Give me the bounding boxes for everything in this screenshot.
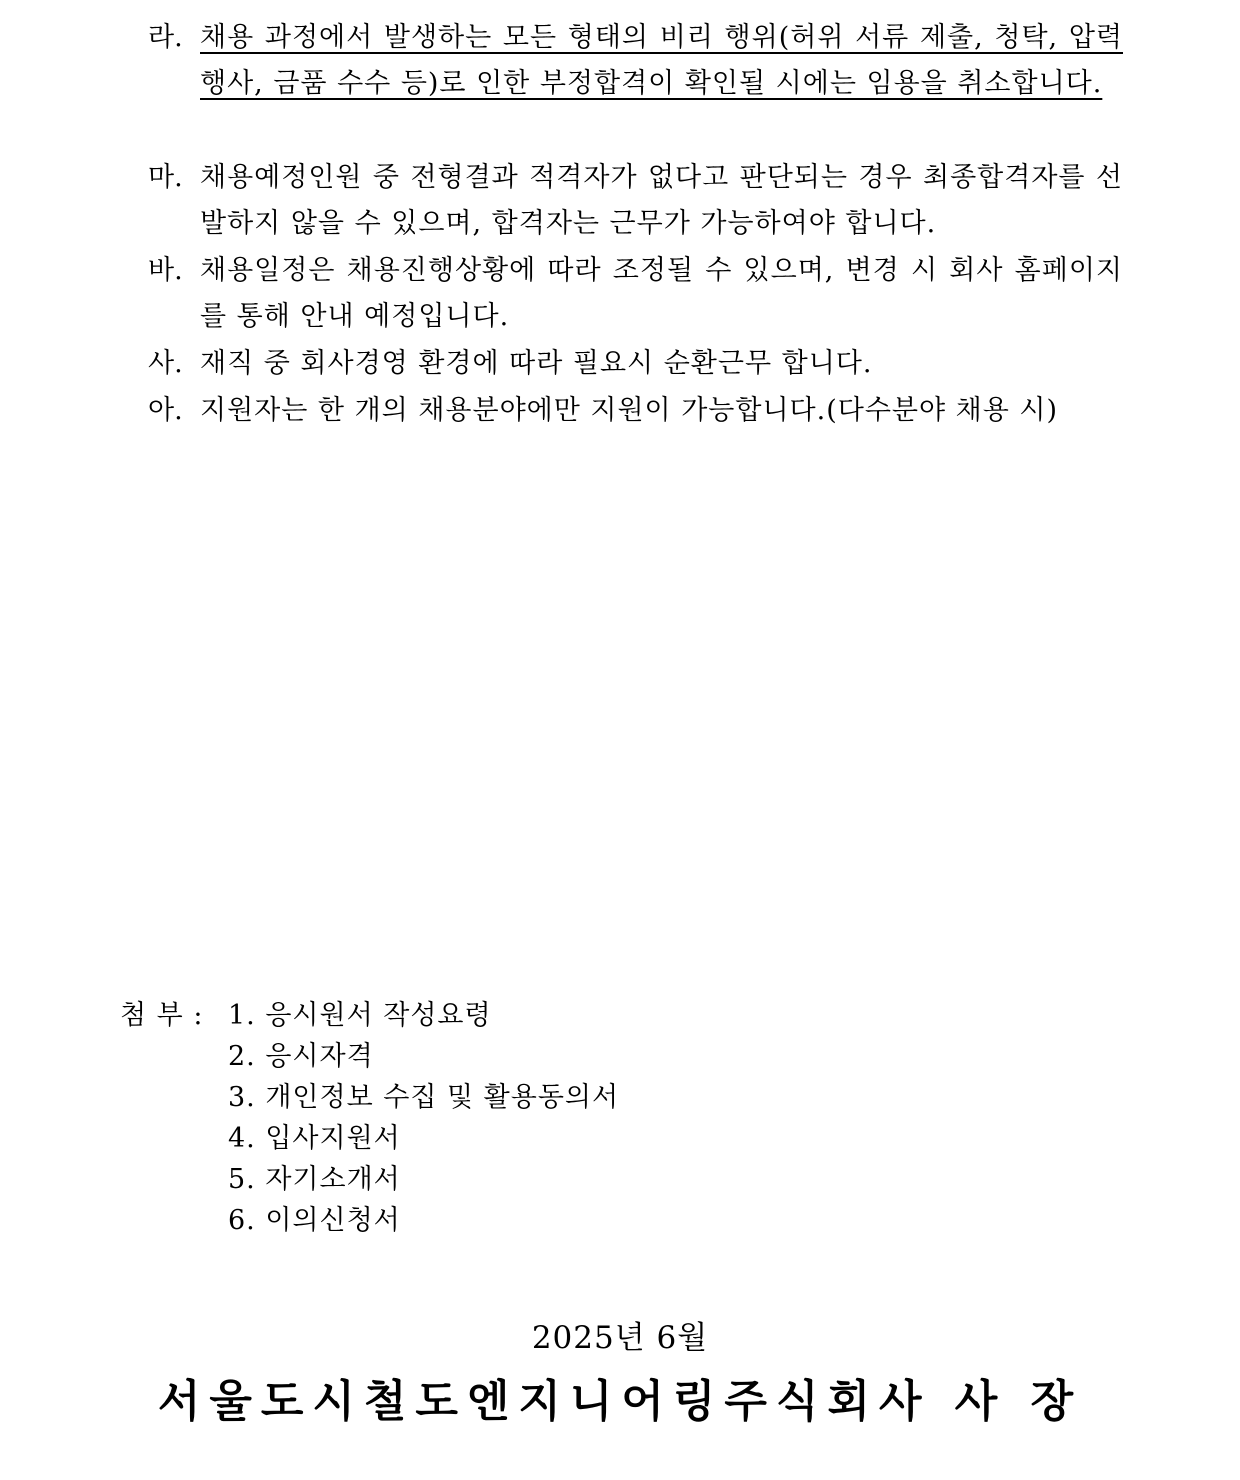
attachment-item: 3. 개인정보 수집 및 활용동의서 (228, 1082, 620, 1113)
notice-text: 재직 중 회사경영 환경에 따라 필요시 순환근무 합니다. (200, 348, 873, 379)
notice-item-a (148, 388, 1123, 434)
notice-text: 채용 과정에서 발생하는 모든 형태의 비리 행위(허위 서류 제출, 청탁, 압력행사, 금품 수수 등)로 인한 부정합격이 확인될 시에는 임용을 취소합니다. (200, 22, 1123, 99)
notice-text: 채용예정인원 중 전형결과 적격자가 없다고 판단되는 경우 최종합격자를 선발하지 않을 수 있으며, 합격자는 근무가 가능하여야 합니다. (200, 162, 1123, 239)
notice-marker: 아. (148, 395, 183, 426)
document-date: 2025년 6월 (531, 1320, 709, 1356)
notice-item-ra (148, 15, 1123, 107)
notice-text: 지원자는 한 개의 채용분야에만 지원이 가능합니다.(다수분야 채용 시) (200, 395, 1059, 426)
notice-item-ma (148, 155, 1123, 247)
notice-marker: 라. (148, 22, 183, 53)
attachment-row (120, 1118, 619, 1159)
attachment-row (120, 1036, 619, 1077)
attachment-item: 1. 응시원서 작성요령 (228, 1000, 492, 1031)
attachment-row (120, 995, 619, 1036)
notice-text: 채용일정은 채용진행상황에 따라 조정될 수 있으며, 변경 시 회사 홈페이지를 통해 안내 예정입니다. (200, 255, 1123, 332)
notice-marker: 바. (148, 255, 183, 286)
attachment-row (120, 1200, 619, 1241)
attachments-label: 첨 부 : (120, 1000, 204, 1031)
issuer-signature: 서울도시철도엔지니어링주식회사 사 장 (157, 1376, 1083, 1427)
attachments-list (120, 995, 619, 1241)
notice-marker: 마. (148, 162, 183, 193)
attachment-item: 6. 이의신청서 (228, 1205, 401, 1236)
attachment-item: 2. 응시자격 (228, 1041, 374, 1072)
attachment-item: 5. 자기소개서 (228, 1164, 401, 1195)
notice-item-ba (148, 248, 1123, 340)
notice-item-sa (148, 341, 1123, 387)
notice-marker: 사. (148, 348, 183, 379)
attachment-row (120, 1077, 619, 1118)
attachment-row (120, 1159, 619, 1200)
attachment-item: 4. 입사지원서 (228, 1123, 401, 1154)
